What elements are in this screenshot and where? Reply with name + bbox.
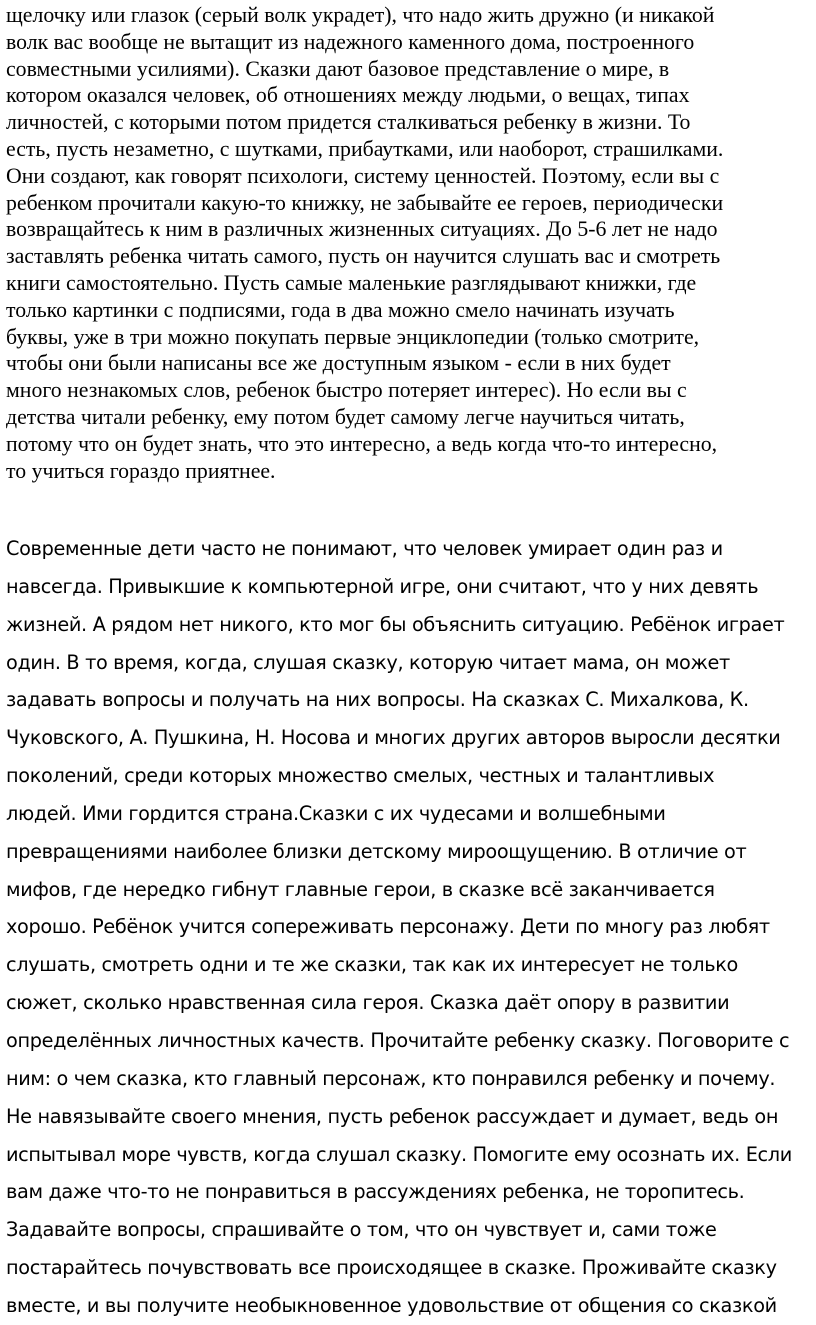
text-line: постарайтесь почувствовать все происходящее в сказке. Проживайте сказку [6,1256,777,1280]
text-line: только картинки с подписями, года в два можно смело начинать изучать [6,297,675,322]
text-line: книги самостоятельно. Пусть самые маленькие разглядывают книжки, где [6,270,697,295]
text-line: есть, пусть незаметно, с шутками, прибаутками, или наоборот, страшилками. [6,136,724,161]
text-line: Они создают, как говорят психологи, систему ценностей. Поэтому, если вы с [6,163,720,188]
text-line: Не навязывайте своего мнения, пусть ребенок рассуждает и думает, ведь он [6,1104,779,1128]
text-line: ребенком прочитали какую-то книжку, не забывайте ее героев, периодически [6,190,724,215]
text-line: совместными усилиями). Сказки дают базовое представление о мире, в [6,56,670,81]
text-line: детства читали ребенку, ему потом будет самому легче научиться читать, [6,404,685,429]
text-line: навсегда. Привыкшие к компьютерной игре, они считают, что у них девять [6,574,759,598]
text-line: буквы, уже в три можно покупать первые энциклопедии (только смотрите, [6,324,700,349]
text-line: людей. Ими гордится страна.Сказки с их чудесами и волшебными [6,801,666,825]
text-line: возвращайтесь к ним в различных жизненных ситуациях. До 5-6 лет не надо [6,217,718,242]
text-line: чтобы они были написаны все же доступным языком - если в них будет [6,351,671,376]
text-line: Чуковского, А. Пушкина, Н. Носова и многих других авторов выросли десятки [6,726,781,750]
text-line: много незнакомых слов, ребенок быстро потеряет интерес). Но если вы с [6,378,687,403]
text-line: Современные дети часто не понимают, что человек умирает один раз и [6,537,723,560]
text-line: один. В то время, когда, слушая сказку, которую читает мама, он может [6,650,730,674]
text-line: щелочку или глазок (серый волк украдет), что надо жить дружно (и никакой [6,3,715,27]
text-line: мифов, где нередко гибнут главные герои, в сказке всё заканчивается [6,877,715,901]
text-line: котором оказался человек, об отношениях между людьми, о вещах, типах [6,83,690,108]
text-line: жизней. А рядом нет никого, кто мог бы объяснить ситуацию. Ребёнок играет [6,612,785,636]
text-line: задавать вопросы и получать на них вопросы. На сказках С. Михалкова, К. [6,688,749,712]
text-line: вместе, и вы получите необыкновенное удовольствие от общения со сказкой [6,1293,777,1317]
text-line: заставлять ребенка читать самого, пусть он научится слушать вас и смотреть [6,244,721,269]
text-line: поколений, среди которых множество смелых, честных и талантливых [6,764,715,788]
text-line: Задавайте вопросы, спрашивайте о том, что он чувствует и, сами тоже [6,1218,717,1242]
text-line: то учиться гораздо приятнее. [6,458,276,483]
text-line: хорошо. Ребёнок учится сопереживать персонажу. Дети по многу раз любят [6,915,770,939]
text-line: сюжет, сколько нравственная сила героя. Сказка даёт опору в развитии [6,991,730,1015]
text-line: ним: о чем сказка, кто главный персонаж, кто понравился ребенку и почему. [6,1066,776,1090]
text-line: личностей, с которыми потом придется сталкиваться ребенку в жизни. То [6,110,691,135]
serif-paragraph [6,2,812,484]
text-line: определённых личностных качеств. Прочитайте ребенку сказку. Поговорите с [6,1028,790,1052]
text-line: испытывал море чувств, когда слушал сказку. Помогите ему осознать их. Если [6,1142,792,1166]
sans-paragraph [6,530,814,1325]
text-line: волк вас вообще не вытащит из надежного каменного дома, построенного [6,29,695,54]
text-line: слушать, смотреть одни и те же сказки, так как их интересует не только [6,953,738,977]
text-line: превращениями наиболее близки детскому мироощущению. В отличие от [6,839,747,863]
text-line: потому что он будет знать, что это интересно, а ведь когда что-то интересно, [6,431,718,456]
text-line: вам даже что-то не понравиться в рассуждениях ребенка, не торопитесь. [6,1180,745,1204]
